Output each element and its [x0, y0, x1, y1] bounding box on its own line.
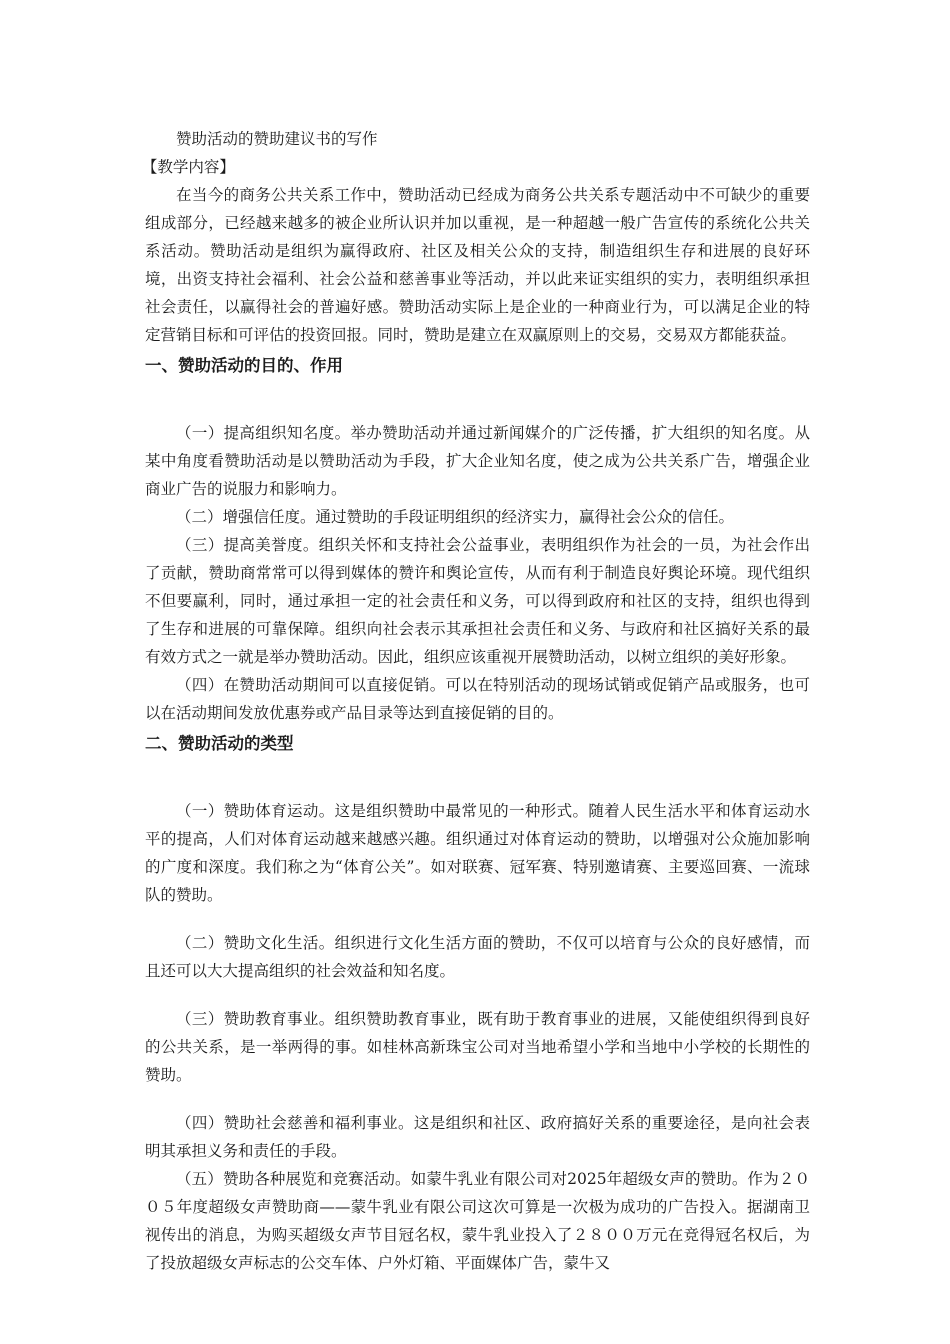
spacer — [145, 985, 810, 1005]
section-1-heading: 一、赞助活动的目的、作用 — [145, 356, 343, 375]
spacer — [145, 759, 810, 797]
section-2-heading: 二、赞助活动的类型 — [145, 734, 294, 753]
spacer — [145, 1089, 810, 1109]
spacer — [145, 909, 810, 929]
section-1-paragraph-2: （二）增强信任度。通过赞助的手段证明组织的经济实力，赢得社会公众的信任。 — [176, 508, 735, 526]
section-2-paragraph-1: （一）赞助体育运动。这是组织赞助中最常见的一种形式。随着人民生活水平和体育运动水平的提高，人们对体育运动越来越感兴趣。组织通过对体育运动的赞助，以增强对公众施加影响的广度和深度。我们称之为“体育公关”。如对联赛、冠军赛、特别邀请赛、主要巡回赛、一流球队的赞助。 — [145, 802, 810, 904]
spacer — [145, 381, 810, 419]
section-2-paragraph-3: （三）赞助教育事业。组织赞助教育事业，既有助于教育事业的进展，又能使组织得到良好的公共关系，是一举两得的事。如桂林高新珠宝公司对当地希望小学和当地中小学校的长期性的赞助。 — [145, 1010, 810, 1084]
section-1-paragraph-1: （一）提高组织知名度。举办赞助活动并通过新闻媒介的广泛传播，扩大组织的知名度。从某中角度看赞助活动是以赞助活动为手段，扩大企业知名度，使之成为公共关系广告，增强企业商业广告的说服力和影响力。 — [145, 424, 810, 498]
section-1-paragraph-3: （三）提高美誉度。组织关怀和支持社会公益事业，表明组织作为社会的一员，为社会作出了贡献，赞助商常常可以得到媒体的赞许和舆论宣传，从而有利于制造良好舆论环境。现代组织不但要赢利，同时，通过承担一定的社会责任和义务，可以得到政府和社区的支持，组织也得到了生存和进展的可靠保障。组织向社会表示其承担社会责任和义务、与政府和社区搞好关系的最有效方式之一就是举办赞助活动。因此，组织应该重视开展赞助活动，以树立组织的美好形象。 — [145, 536, 810, 666]
section-label: 【教学内容】 — [141, 158, 235, 176]
section-2-paragraph-5: （五）赞助各种展览和竞赛活动。如蒙牛乳业有限公司对2025年超级女声的赞助。作为２００５年度超级女声赞助商——蒙牛乳业有限公司这次可算是一次极为成功的广告投入。据湖南卫视传出的消息，为购买超级女声节目冠名权，蒙牛乳业投入了２８００万元在竞得冠名权后，为了投放超级女声标志的公交车体、户外灯箱、平面媒体广告，蒙牛又 — [145, 1170, 810, 1272]
section-2-paragraph-4: （四）赞助社会慈善和福利事业。这是组织和社区、政府搞好关系的重要途径，是向社会表明其承担义务和责任的手段。 — [145, 1114, 810, 1160]
section-2-paragraph-2: （二）赞助文化生活。组织进行文化生活方面的赞助，不仅可以培育与公众的良好感情，而且还可以大大提高组织的社会效益和知名度。 — [145, 934, 810, 980]
section-1-paragraph-4: （四）在赞助活动期间可以直接促销。可以在特别活动的现场试销或促销产品或服务，也可以在活动期间发放优惠券或产品目录等达到直接促销的目的。 — [145, 676, 810, 722]
intro-paragraph: 在当今的商务公共关系工作中，赞助活动已经成为商务公共关系专题活动中不可缺少的重要组成部分，已经越来越多的被企业所认识并加以重视，是一种超越一般广告宣传的系统化公共关系活动。赞助活动是组织为赢得政府、社区及相关公众的支持，制造组织生存和进展的良好环境，出资支持社会福利、社会公益和慈善事业等活动，并以此来证实组织的实力，表明组织承担社会责任，以赢得社会的普遍好感。赞助活动实际上是企业的一种商业行为，可以满足企业的特定营销目标和可评估的投资回报。同时，赞助是建立在双赢原则上的交易，交易双方都能获益。 — [145, 186, 810, 344]
page-title: 赞助活动的赞助建议书的写作 — [176, 130, 378, 148]
document-body — [141, 125, 810, 1277]
